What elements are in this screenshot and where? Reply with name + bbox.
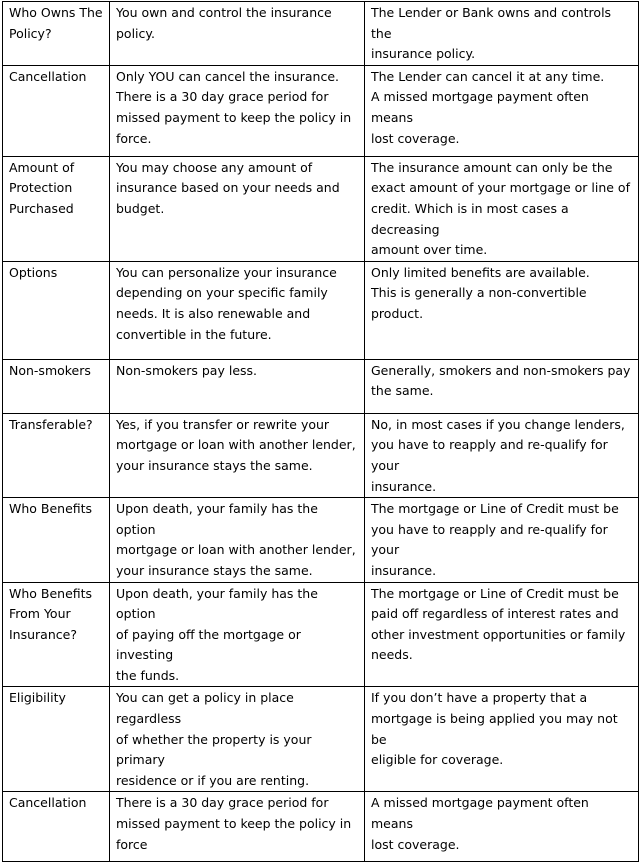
lender-policy-cell: No, in most cases if you change lenders, you have to reapply and re-qualify for your insurance. bbox=[365, 413, 639, 497]
table-row bbox=[3, 156, 639, 261]
table-row bbox=[3, 687, 639, 792]
own-policy-cell: There is a 30 day grace period for missed payment to keep the policy in force bbox=[110, 792, 365, 862]
lender-policy-cell: Generally, smokers and non-smokers pay the same. bbox=[365, 359, 639, 413]
row-label: Cancellation bbox=[3, 65, 110, 156]
own-policy-cell: Only YOU can cancel the insurance. There is a 30 day grace period for missed payment to keep the policy in force. bbox=[110, 65, 365, 156]
lender-policy-cell: The Lender can cancel it at any time. A missed mortgage payment often means lost coverage. bbox=[365, 65, 639, 156]
comparison-table bbox=[2, 1, 639, 862]
own-policy-cell: You may choose any amount of insurance based on your needs and budget. bbox=[110, 156, 365, 261]
row-label: Eligibility bbox=[3, 687, 110, 792]
lender-policy-cell: If you don’t have a property that a mortgage is being applied you may not be eligible for coverage. bbox=[365, 687, 639, 792]
table-row bbox=[3, 413, 639, 497]
table-row bbox=[3, 261, 639, 359]
row-label: Who Benefits bbox=[3, 498, 110, 582]
row-label: Who Owns The Policy? bbox=[3, 2, 110, 66]
row-label: Amount of Protection Purchased bbox=[3, 156, 110, 261]
lender-policy-cell: A missed mortgage payment often means lost coverage. bbox=[365, 792, 639, 862]
own-policy-cell: Yes, if you transfer or rewrite your mortgage or loan with another lender, your insurance stays the same. bbox=[110, 413, 365, 497]
row-label: Who Benefits From Your Insurance? bbox=[3, 582, 110, 687]
own-policy-cell: You own and control the insurance policy. bbox=[110, 2, 365, 66]
lender-policy-cell: Only limited benefits are available. This is generally a non-convertible product. bbox=[365, 261, 639, 359]
lender-policy-cell: The insurance amount can only be the exact amount of your mortgage or line of credit. Which is in most cases a decreasing amount over time. bbox=[365, 156, 639, 261]
table-row bbox=[3, 498, 639, 582]
lender-policy-cell: The Lender or Bank owns and controls the insurance policy. bbox=[365, 2, 639, 66]
lender-policy-cell: The mortgage or Line of Credit must be paid off regardless of interest rates and other investment opportunities or family needs. bbox=[365, 582, 639, 687]
row-label: Options bbox=[3, 261, 110, 359]
table-row bbox=[3, 792, 639, 862]
table-row bbox=[3, 65, 639, 156]
table-row bbox=[3, 582, 639, 687]
lender-policy-cell: The mortgage or Line of Credit must be you have to reapply and re-qualify for your insurance. bbox=[365, 498, 639, 582]
row-label: Transferable? bbox=[3, 413, 110, 497]
own-policy-cell: Non-smokers pay less. bbox=[110, 359, 365, 413]
own-policy-cell: You can get a policy in place regardless of whether the property is your primary residence or if you are renting. bbox=[110, 687, 365, 792]
row-label: Non-smokers bbox=[3, 359, 110, 413]
row-label: Cancellation bbox=[3, 792, 110, 862]
table-row bbox=[3, 359, 639, 413]
own-policy-cell: Upon death, your family has the option of paying off the mortgage or investing the funds. bbox=[110, 582, 365, 687]
own-policy-cell: Upon death, your family has the option mortgage or loan with another lender, your insurance stays the same. bbox=[110, 498, 365, 582]
own-policy-cell: You can personalize your insurance depending on your specific family needs. It is also renewable and convertible in the future. bbox=[110, 261, 365, 359]
table-row bbox=[3, 2, 639, 66]
